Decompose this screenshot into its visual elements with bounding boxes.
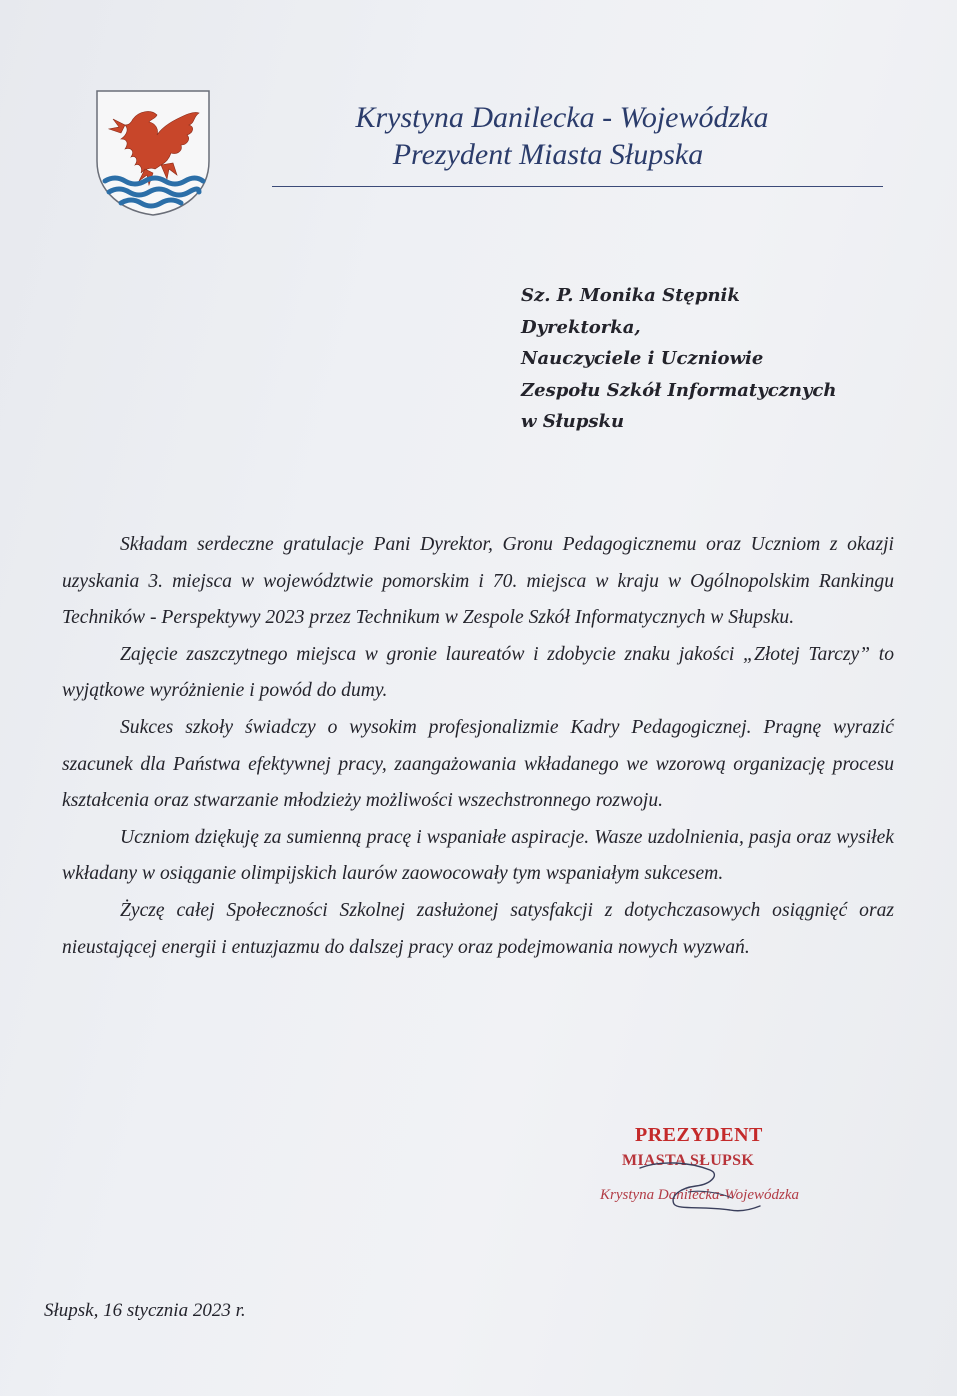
body-paragraph: Życzę całej Społeczności Szkolnej zasłużonej satysfakcji z dotychczasowych osiągnięć oraz nieustającej energii i entuzjazmu do dalszej pracy oraz podejmowania nowych wyzwań. [62,899,894,958]
stamp-city: MIASTA SŁUPSK [622,1152,755,1169]
sender-role: Prezydent Miasta Słupska [392,138,704,171]
body-paragraph: Uczniom dziękuję za sumienną pracę i wspaniałe aspiracje. Wasze uzdolnienia, pasja oraz wysiłek wkładany w osiąganie olimpijskich laurów zaowocowały tym wspaniałym sukcesem. [62,826,894,885]
body-paragraph: Sukces szkoły świadczy o wysokim profesjonalizmie Kadry Pedagogicznej. Pragnę wyrazić szacunek dla Państwa efektywnej pracy, zaangażowania wkładanego we wzorową organizację procesu kształcenia oraz stwarzanie młodzieży możliwości wszechstronnego rozwoju. [62,716,894,812]
letter-date: Słupsk, 16 stycznia 2023 r. [44,1300,246,1321]
recipient-line: Nauczyciele i Uczniowie [521,348,764,369]
coat-of-arms-icon [95,89,211,217]
recipient-line: Dyrektorka, [521,316,641,338]
body-paragraph: Składam serdeczne gratulacje Pani Dyrektor, Gronu Pedagogicznemu oraz Uczniom z okazji uzyskania 3. miejsca w województwie pomorskim i 70. miejsca w kraju w Ogólnopolskim Rankingu Techników - Perspektywy 2023 przez Technikum w Zespole Szkół Informatycznych w Słupsku. [62,534,894,629]
letter-body [62,527,894,966]
stamp-title: PREZYDENT [635,1124,763,1146]
recipient-line: Zespołu Szkół Informatycznych [521,379,837,401]
recipient-line: Sz. P. Monika Stępnik [521,285,740,306]
sender-name: Krystyna Danilecka - Wojewódzka [355,101,769,134]
handwritten-signature-icon [600,1140,780,1220]
recipient-line: w Słupsku [521,411,625,432]
recipient-block [521,280,901,438]
header-divider [272,186,883,187]
stamp-signer: Krystyna Danilecka-Wojewódzka [600,1187,799,1203]
body-paragraph: Zajęcie zaszczytnego miejsca w gronie laureatów i zdobycie znaku jakości „Złotej Tarczy” to wyjątkowe wyróżnienie i powód do dumy. [62,643,894,702]
